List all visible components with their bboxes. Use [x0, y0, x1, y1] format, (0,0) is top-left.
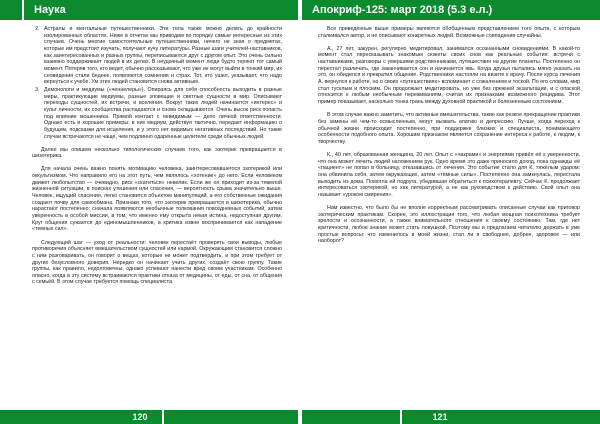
paragraph: Нам известно, что было бы не вполне корректным рассматривать описанные случаи как приговор эзотерическим практикам. Скорее, это иллюстрация того, что любая мощная психотехника требует зрелости и осознанности, а также внимательного отношения к своему состоянию. Там, где нет критичности, любое знание может стать ловушкой. Поэтому мы и предлагаем читателю держать в уме простые вопросы: что изменилось в моей жизни, стал ли я свободнее, добрее, здоровее — или наоборот?	[318, 205, 580, 245]
issue-title: Апокриф-125: март 2018 (5.3 е.л.)	[312, 4, 493, 16]
paragraph: Следующий шаг — уход от реальности: человек перестаёт проверять свои выводы, любые противоречия объясняет вмешательством сущностей или кармой. Окружающим становится сложно с ним разговаривать, он говорит о вещах, которые не может подтвердить, и при этом требует от других безусловного доверия. Нередко он начинает учить других, создаёт свою группу. Такие группы, как правило, недолговечны, однако успевают нанести вред своим участникам. Особенно опасно, когда в эту систему встраиваются практики отказа от медицины, от еды, от сна, от общения с семьёй. В этом случае требуется помощь специалиста.	[32, 239, 282, 286]
paragraph: К., 40 лет, образованная женщина, 20 лет. Опыт с «чакрами» и энергиями привёл её к уверенности, что она может лечить людей наложением рук. Одно время это даже приносило доход, пока однажды её «пациент» не попал в больницу, отказавшись от лечения. Это событие стало для К. тяжёлым ударом: она обвинила себя, затем окружающих, затем «тёмные силы». Постепенно она замкнулась, перестала выходить из дома. Помогла ей подруга, убедившая обратиться к психотерапевту. Сейчас К. продолжает интересоваться эзотерикой, но как литературой, а не как руководством к действию. Свой опыт она называет «уроком смирения».	[318, 152, 580, 198]
page-number: 120	[132, 412, 148, 422]
header-divider	[22, 0, 24, 20]
paragraph: Далее мы опишем несколько типологических случаев того, как эзотерик превращается в шизотерика.	[32, 146, 282, 160]
paragraph: В этом случае важно заметить, что активные вмешательства, такие как резкое прекращение практики без замены её чем-то осмысленным, могут вызвать апатию и депрессию. Лучше, когда переход к обычной жизни происходит постепенно, при поддержке близких и специалиста, понимающего особенности подобного опыта. Хорошим признаком является сохранение интереса к работе, к людям, к творчеству.	[318, 112, 580, 145]
list-item: 3. Демонологи и медиумы («ченнелеры»). Опираясь для себя способность выходить в разные миры, практикующие медиумы, разные зловещие и светлые сущности в мир. Описывают переходы сущностей, их встречи, и вселения. Вокруг таких людей начинается «интерес» и культ личности, их сообщества распадаются и снова складываются. Очень высок риск попасть под влияние мошенника. Прямой контакт с невидимым — дело личной ответственности. Однако есть и хорошие примеры: в них медиум, действуя тактично, передает информацию о будущем, подсказки для исцеления, и у этого нет видимых негативных последствий. Но такие случаи встречаются не чаще, чем подлинно одарённые целители среди обычных людей.	[41, 87, 282, 140]
page-number: 121	[432, 412, 448, 422]
left-footer-bar	[0, 410, 298, 424]
right-footer-bar	[302, 410, 600, 424]
section-title: Наука	[34, 4, 66, 16]
list-item: 2. Астралы и ментальные путешественники. Эти тела также можно делать до крайности изолированных областях. Ниже в отчетах мы приводим по порядку самые интересные из этих случаев. Очень многие самостоятельные путешественники, ничего не зная о предметах, которые им предстоит изучать, получают кучу литературы. Разные шаги учителей-наставников, как заинтересованных и разных группы, переписываются друг с другом опыт. Это очень сильно взаимно поддерживает людей в их делах. В неудачный момент люди будто теряют тот самый момент. Потеряв того, кто ведет, обычно рассказывают, что уже не могут выйти в тонкий мир, их сновидения стали беднее, появляются сомнения и страх. Тот, кто ушел, указывает, что надо вернуться к учебе. Ум этих людей становится снова активным.	[41, 26, 282, 86]
footer-divider	[400, 410, 402, 424]
left-header-bar	[0, 0, 298, 20]
right-header-bar	[302, 0, 600, 20]
numbered-list	[32, 26, 282, 140]
left-page-body	[32, 26, 282, 293]
paragraph: Все приведённые выше примеры являются обобщенным представлением того опыта, с которым сталкивался автор, и не описывают конкретных людей. Возможные совпадения случайны.	[318, 26, 580, 39]
paragraph: А., 27 лет, закурен, регулярно медитировал, занимался осознанными сновидениями. В какой-то момент стал пересказывать знакомым сюжеты своих снов как реальные события: встречи с наставниками, разговоры с умершими родственниками, путешествия на другие планеты. Постепенно он перестал различать, где заканчивается сон и начинается явь. Когда друзья пытались мягко указать на это, он обиделся и прекратил общение. Родственники настояли на визите к врачу. После курса лечения А. вернулся к работе, но о своих «путешествиях» вспоминает с сожалением и тоской. По его словам, мир стал тусклым и плоским. Он продолжает медитировать, но уже без прежней экзальтации, и с опаской относится к любым необычным переживаниям, считая их признаками возможного рецидива. Этот пример показывает, насколько тонка грань между духовной практикой и болезненным состоянием.	[318, 45, 580, 106]
right-page	[300, 0, 600, 424]
footer-divider	[162, 410, 164, 424]
right-page-body	[318, 26, 580, 252]
paragraph: Для начала очень важно понять мотивацию человека, заинтересовавшегося эзотерикой или оккультизмом. Что направило его на этот путь, чем являлось «хотение» до него. Если человеком движет любопытство — очевидно, риск «скатиться» невелик. Если же он приходит из-за тяжелой жизненной ситуации, в поисках утешения или спасения, — вероятность срыва значительно выше. Человек, ищущий спасения, легко становится объектом манипуляций, а его собственные ожидания создают почву для самообмана. Признаки того, что эзотерик превращается в шизотерика, обычно нарастают постепенно: сначала появляются необычные толкования повседневных событий, затем уверенность в особой миссии, в том, что именно ему открыта некая истина, недоступная другим. Круг общения сужается до единомышленников, а критика извне воспринимается как нападение «темных сил».	[32, 166, 282, 233]
